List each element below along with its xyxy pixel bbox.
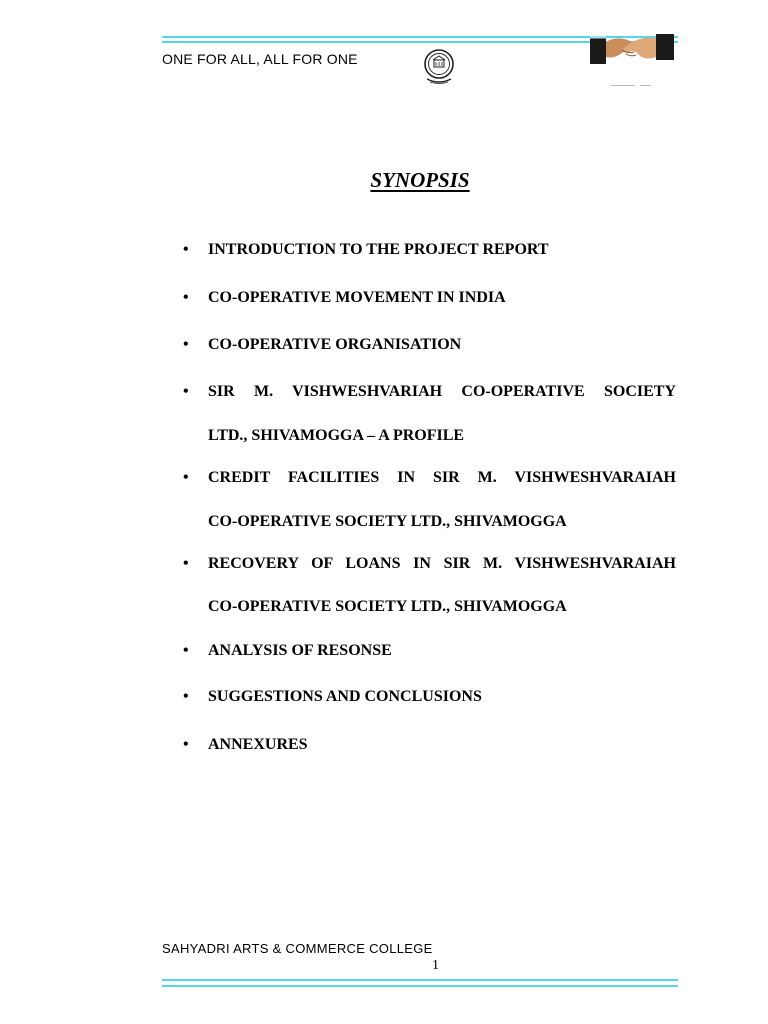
list-item-continuation: CO-OPERATIVE SOCIETY LTD., SHIVAMOGGA — [208, 513, 567, 530]
list-item-continuation: LTD., SHIVAMOGGA – A PROFILE — [208, 427, 465, 444]
bullet-icon: • — [183, 469, 189, 486]
list-item: ANALYSIS OF RESONSE — [208, 642, 392, 659]
bullet-icon: • — [183, 241, 189, 258]
list-item: INTRODUCTION TO THE PROJECT REPORT — [208, 241, 549, 258]
footer-rule-bottom — [162, 985, 678, 987]
list-item: RECOVERY OF LOANS IN SIR M. VISHWESHVARAIAH — [208, 555, 676, 572]
list-item: CREDIT FACILITIES IN SIR M. VISHWESHVARAIAH — [208, 469, 676, 486]
bullet-icon: • — [183, 289, 189, 306]
list-item: CO-OPERATIVE ORGANISATION — [208, 336, 462, 353]
bullet-icon: • — [183, 383, 189, 400]
list-item: ANNEXURES — [208, 736, 308, 753]
list-item-continuation: CO-OPERATIVE SOCIETY LTD., SHIVAMOGGA — [208, 598, 567, 615]
footer-rule-top — [162, 979, 678, 981]
bullet-icon: • — [183, 688, 189, 705]
list-item: SUGGESTIONS AND CONCLUSIONS — [208, 688, 482, 705]
page-title: SYNOPSIS — [370, 168, 470, 192]
bullet-icon: • — [183, 736, 189, 753]
bullet-icon: • — [183, 555, 189, 572]
footer-college-name: SAHYADRI ARTS & COMMERCE COLLEGE — [162, 941, 433, 956]
page-number: 1 — [432, 958, 439, 973]
bullet-icon: • — [183, 336, 189, 353]
header-motto: ONE FOR ALL, ALL FOR ONE — [162, 51, 358, 67]
list-item: CO-OPERATIVE MOVEMENT IN INDIA — [208, 289, 506, 306]
bullet-icon: • — [183, 642, 189, 659]
list-item: SIR M. VISHWESHVARIAH CO-OPERATIVE SOCIETY — [208, 383, 676, 400]
